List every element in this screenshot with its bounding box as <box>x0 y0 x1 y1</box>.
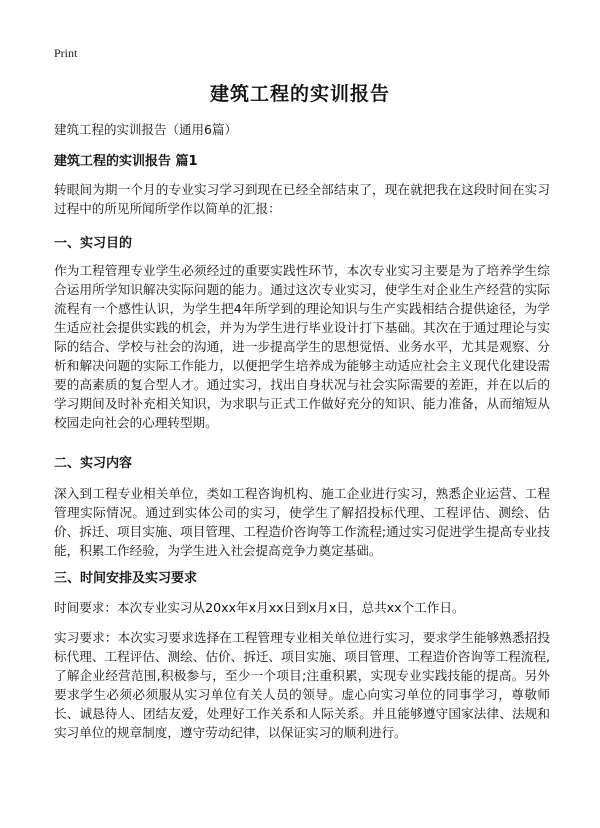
content-heading: 二、实习内容 <box>54 456 133 471</box>
intro-paragraph: 转眼间为期一个月的专业实习学习到现在已经全部结束了，现在就把我在这段时间在实习过程中的所见所闻所学作以简单的汇报： <box>54 182 550 216</box>
section-title: 建筑工程的实训报告 篇1 <box>54 154 198 169</box>
goal-heading: 一、实习目的 <box>54 236 133 251</box>
document-subtitle: 建筑工程的实训报告（通用6篇） <box>54 122 237 137</box>
time-requirement-paragraph: 时间要求：本次专业实习从20xx年x月xx日到x月x日，总共xx个工作日。 <box>54 600 465 615</box>
document-title: 建筑工程的实训报告 <box>209 83 390 105</box>
content-paragraph: 深入到工程专业相关单位，类如工程咨询机构、施工企业进行实习，熟悉企业运营、工程管理实际情况。通过到实体公司的实习，使学生了解招投标代理、工程评估、测绘、估价、拆迁、项目实施、项目管理、工程造价咨询等工作流程;通过实习促进学生提高专业技能，积累工作经验，为学生进入社会提高竞争力奠定基础。 <box>54 486 550 558</box>
goal-paragraph: 作为工程管理专业学生必须经过的重要实践性环节，本次专业实习主要是为了培养学生综合运用所学知识解决实际问题的能力。通过这次专业实习，使学生对企业生产经营的实际流程有一个感性认识，为学生把4年所学到的理论知识与生产实践相结合提供途径，为学生适应社会提供实践的机会，并为为学生进行毕业设计打下基础。其次在于通过理论与实际的结合、学校与社会的沟通，进一步提高学生的思想觉悟、业务水平，尤其是观察、分析和解决问题的实际工作能力，以便把学生培养成为能够主动适应社会主义现代化建设需要的高素质的复合型人才。通过实习，找出自身状况与社会实际需要的差距，并在以后的学习期间及时补充相关知识，为求职与正式工作做好充分的知识、能力准备，从而缩短从校园走向社会的心理转型期。 <box>54 263 550 430</box>
print-link[interactable]: Print <box>54 46 78 60</box>
practice-requirement-paragraph: 实习要求：本次实习要求选择在工程管理专业相关单位进行实习，要求学生能够熟悉招投标代理、工程评估、测绘、估价、拆迁、项目实施、项目管理、工程造价咨询等工程流程,了解企业经营范围,积极参与，至少一个项目;注重积累，实现专业实践技能的提高。另外要求学生必须必须服从实习单位有关人员的领导。虚心向实习单位的同事学习，尊敬师长、诚恳待人、团结友爱，处理好工作关系和人际关系。并且能够遵守国家法律、法规和实习单位的规章制度，遵守劳动纪律，以保证实习的顺利进行。 <box>54 630 550 740</box>
schedule-heading: 三、时间安排及实习要求 <box>54 571 198 586</box>
